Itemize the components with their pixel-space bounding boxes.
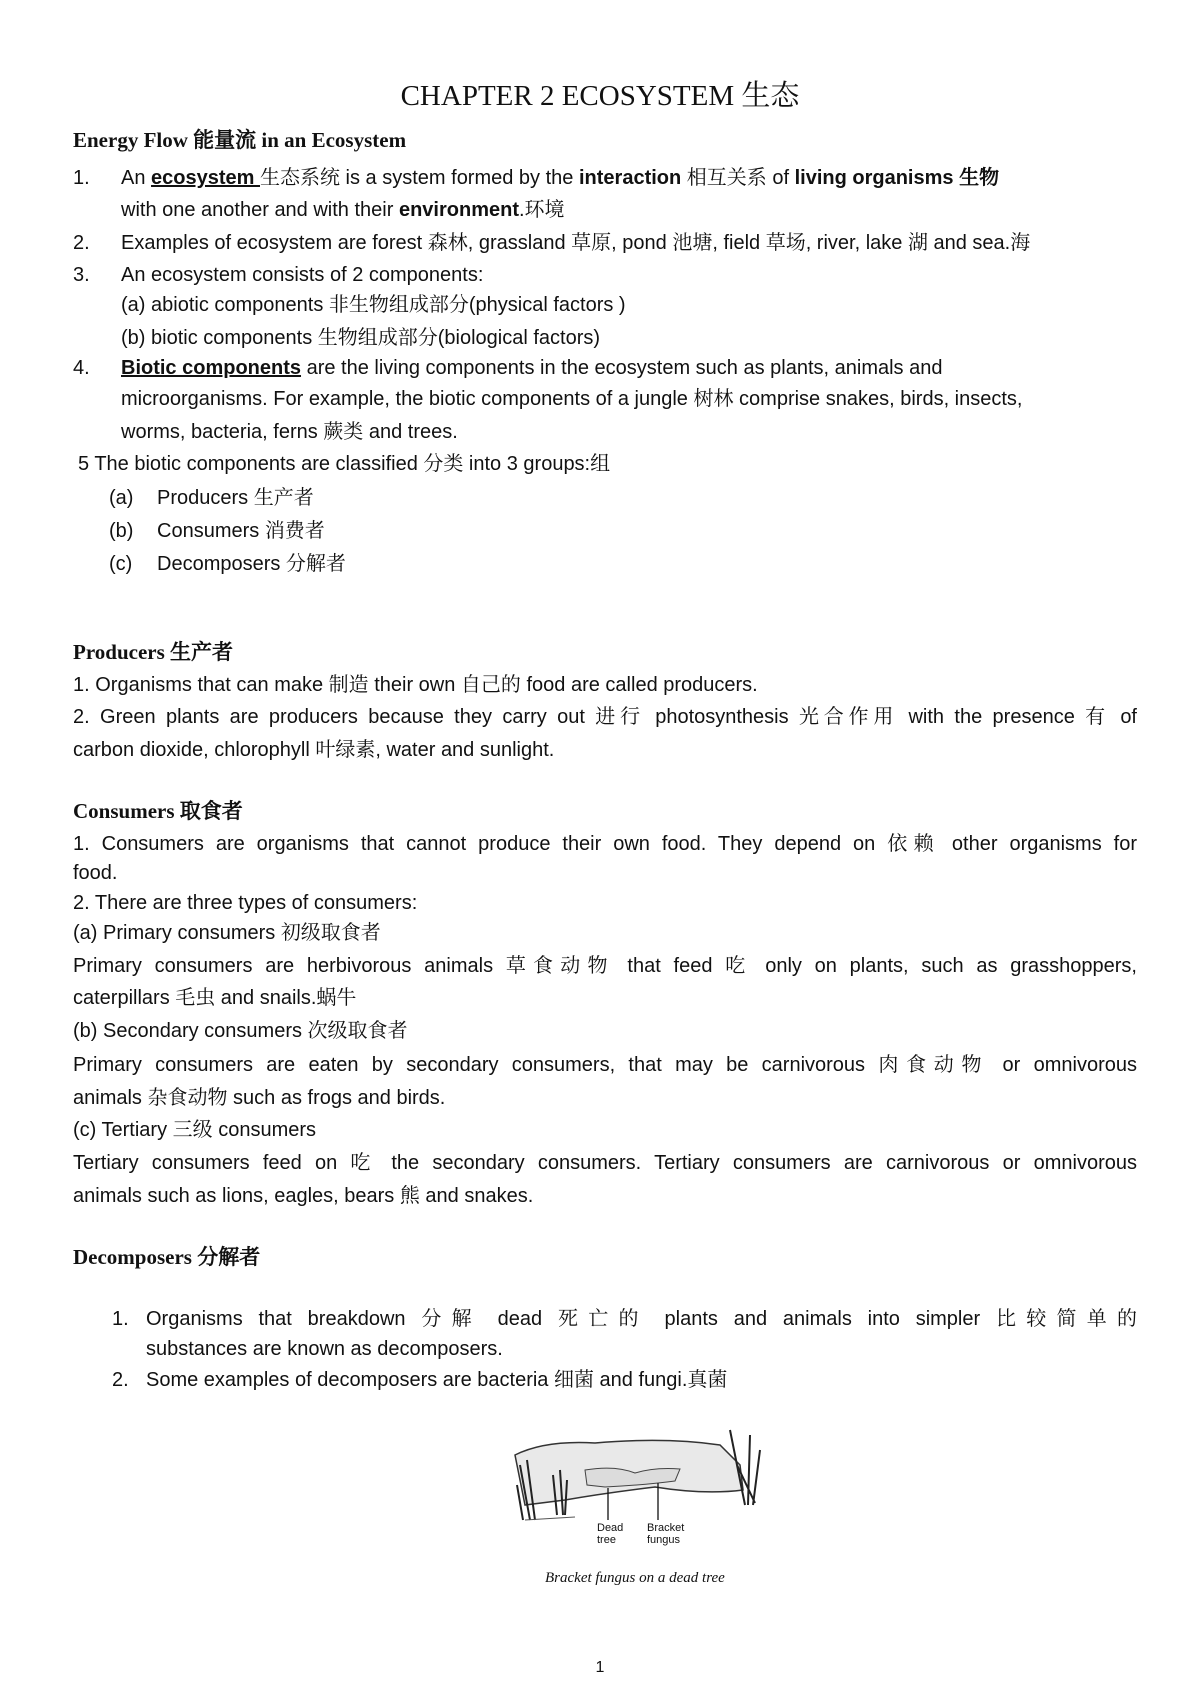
term-ecosystem: ecosystem xyxy=(151,167,260,189)
list-item-4 xyxy=(121,354,942,382)
sub-item-abiotic: (a) abiotic components 非生物组成部分(physical factors ) xyxy=(121,294,626,316)
list-item-4-cont: worms, bacteria, ferns 蕨类 and trees. xyxy=(121,421,458,443)
group-label: (a) xyxy=(109,487,134,509)
consumers-line: food. xyxy=(73,862,118,884)
label-line: Dead xyxy=(597,1522,624,1534)
text: are the living components in the ecosystem such as plants, animals and xyxy=(301,357,943,379)
consumers-line: Tertiary consumers feed on 吃 the secondary consumers. Tertiary consumers are carnivorous or omnivorous xyxy=(73,1152,1137,1174)
text: with one another and with their xyxy=(121,199,399,221)
consumers-line: Primary consumers are eaten by secondary consumers, that may be carnivorous 肉食动物 or omnivorous xyxy=(73,1054,1137,1076)
consumers-line: Primary consumers are herbivorous animals 草食动物 that feed 吃 only on plants, such as grasshoppers, xyxy=(73,955,1137,977)
group-label: (c) xyxy=(109,553,133,575)
decomposers-item-1-cont: substances are known as decomposers. xyxy=(146,1338,503,1360)
producers-line: carbon dioxide, chlorophyll 叶绿素, water and sunlight. xyxy=(73,739,555,761)
list-number: 3. xyxy=(73,264,90,286)
term-biotic-components: Biotic components xyxy=(121,357,302,379)
list-item-4-cont: microorganisms. For example, the biotic components of a jungle 树林 comprise snakes, birds, insects, xyxy=(121,388,1023,410)
consumers-line: caterpillars 毛虫 and snails.蜗牛 xyxy=(73,987,357,1009)
page-title: CHAPTER 2 ECOSYSTEM 生态 xyxy=(400,80,800,112)
term-living-organisms: living organisms 生物 xyxy=(794,167,1000,189)
list-item-5: 5 The biotic components are classified 分类 into 3 groups:组 xyxy=(78,453,611,475)
page-number: 1 xyxy=(595,1659,605,1676)
consumers-subheading-primary: (a) Primary consumers 初级取食者 xyxy=(73,922,381,944)
consumers-line: animals such as lions, eagles, bears 熊 and snakes. xyxy=(73,1185,534,1207)
list-number: 1. xyxy=(73,167,90,189)
figure-caption: Bracket fungus on a dead tree xyxy=(545,1570,725,1586)
section-heading-decomposers: Decomposers 分解者 xyxy=(73,1245,261,1269)
label-line: Bracket xyxy=(647,1522,685,1534)
figure-bracket-fungus xyxy=(505,1425,785,1600)
text: .环境 xyxy=(518,199,565,221)
consumers-line: animals 杂食动物 such as frogs and birds. xyxy=(73,1087,446,1109)
label-bracket-fungus xyxy=(647,1522,684,1546)
dead-tree-illustration xyxy=(505,1425,785,1535)
consumers-line: 2. There are three types of consumers: xyxy=(73,892,418,914)
decomposers-item-2: Some examples of decomposers are bacteria 细菌 and fungi.真菌 xyxy=(146,1369,728,1391)
section-heading-consumers: Consumers 取食者 xyxy=(73,799,243,823)
list-item-3: An ecosystem consists of 2 components: xyxy=(121,264,484,286)
group-producers: Producers 生产者 xyxy=(157,487,314,509)
text: 生态系统 is a system formed by the xyxy=(260,167,579,189)
term-environment: environment xyxy=(398,199,519,221)
consumers-subheading-tertiary: (c) Tertiary 三级 consumers xyxy=(73,1119,317,1141)
group-decomposers: Decomposers 分解者 xyxy=(157,553,346,575)
group-label: (b) xyxy=(109,520,134,542)
section-heading-energy-flow: Energy Flow 能量流 in an Ecosystem xyxy=(73,128,407,152)
text: 相互关系 of xyxy=(681,167,795,189)
list-number: 4. xyxy=(73,357,90,379)
term-interaction: interaction xyxy=(578,167,682,189)
consumers-line: 1. Consumers are organisms that cannot produce their own food. They depend on 依赖 other organisms for xyxy=(73,833,1137,855)
producers-line: 1. Organisms that can make 制造 their own 自己的 food are called producers. xyxy=(73,674,758,696)
sub-item-biotic: (b) biotic components 生物组成部分(biological factors) xyxy=(121,327,601,349)
consumers-subheading-secondary: (b) Secondary consumers 次级取食者 xyxy=(73,1020,408,1042)
list-item-2: Examples of ecosystem are forest 森林, grassland 草原, pond 池塘, field 草场, river, lake 湖 and sea.海 xyxy=(121,232,1031,254)
text: An xyxy=(121,167,152,189)
section-heading-producers: Producers 生产者 xyxy=(73,640,234,664)
label-line: fungus xyxy=(647,1534,681,1546)
group-consumers: Consumers 消费者 xyxy=(157,520,325,542)
producers-line: 2. Green plants are producers because they carry out 进行 photosynthesis 光合作用 with the presence 有 of xyxy=(73,706,1137,728)
list-item-1-cont xyxy=(121,196,565,224)
list-item-1 xyxy=(121,164,999,192)
list-number: 2. xyxy=(112,1369,129,1391)
list-number: 2. xyxy=(73,232,90,254)
list-number: 1. xyxy=(112,1308,129,1330)
decomposers-item-1: Organisms that breakdown 分解 dead 死亡的 plants and animals into simpler 比较简单的 xyxy=(146,1308,1137,1330)
label-line: tree xyxy=(597,1534,616,1546)
label-dead-tree xyxy=(597,1522,623,1546)
